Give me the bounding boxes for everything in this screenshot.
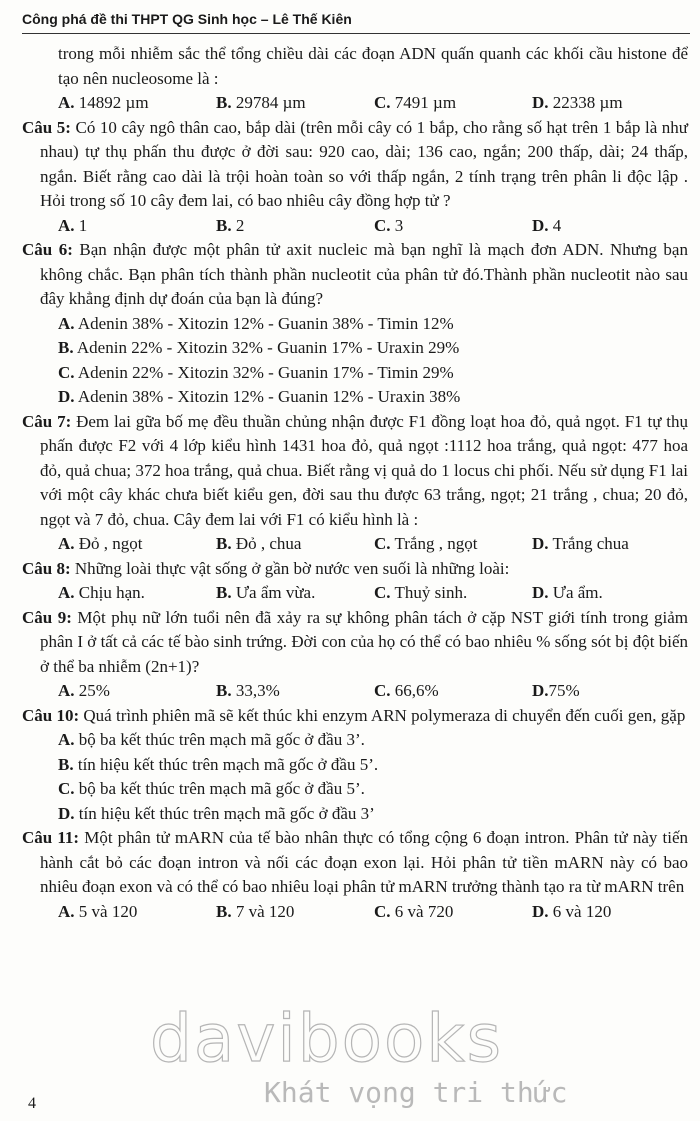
question-number: Câu 11: (22, 828, 80, 847)
option-a: A. Đỏ , ngọt (58, 534, 143, 553)
option-a: A. Chịu hạn. (58, 583, 145, 602)
question-7-options (58, 532, 688, 557)
question-text: Quá trình phiên mã sẽ kết thúc khi enzym ARN polymeraza di chuyển đến cuối gen, gặp (83, 705, 686, 725)
option-d: D. Trắng chua (532, 534, 629, 553)
page-number: 4 (28, 1095, 36, 1112)
option-a: A. Adenin 38% - Xitozin 12% - Guanin 38% - Timin 12% (58, 313, 454, 333)
option-c: C. Adenin 22% - Xitozin 32% - Guanin 17% - Timin 29% (58, 362, 454, 382)
question-number: Câu 7: (22, 411, 72, 431)
option-c: C. Thuỷ sinh. (374, 583, 468, 602)
question-10 (22, 704, 688, 729)
question-11-options (58, 900, 688, 925)
option-b: B. 29784 µm (216, 93, 306, 112)
option-c: C. 66,6% (374, 681, 439, 700)
option-b: B. Ưa ẩm vừa. (216, 583, 316, 602)
option-b: B. Đỏ , chua (216, 534, 302, 553)
option-b: B. tín hiệu kết thúc trên mạch mã gốc ở đầu 5’. (58, 754, 379, 774)
question-text: Bạn nhận được một phân tử axit nucleic mà bạn nghĩ là mạch đơn ADN. Nhưng bạn không chắc. Bạn phân tích thành phần nucleotit của phân tử đó.Thành phần nucleotit nào sau đây khẳng định dự đoán của bạn là đúng? (40, 240, 688, 308)
question-text: Những loài thực vật sống ở gần bờ nước ven suối là những loài: (74, 558, 510, 578)
option-d: D. Adenin 38% - Xitozin 12% - Guanin 12% - Uraxin 38% (58, 387, 461, 406)
question-number: Câu 5: (22, 117, 71, 137)
option-a: A. bộ ba kết thúc trên mạch mã gốc ở đầu 3’. (58, 730, 365, 749)
header-rule (22, 33, 690, 34)
option-c: C. bộ ba kết thúc trên mạch mã gốc ở đầu 5’. (58, 779, 365, 798)
option-b: B. 7 và 120 (216, 901, 295, 921)
option-d: D.75% (532, 681, 580, 700)
question-9 (22, 606, 688, 680)
question-4-tail-text: trong mỗi nhiễm sắc thể tổng chiều dài các đoạn ADN quấn quanh các khối cầu histone để tạo nên nucleosome là : (58, 44, 688, 88)
option-a: A. 5 và 120 (58, 901, 138, 921)
question-number: Câu 8: (22, 558, 71, 578)
question-4-options (58, 91, 688, 116)
option-d: D. 6 và 120 (532, 901, 612, 921)
option-c: C. Trắng , ngọt (374, 534, 478, 553)
question-8-options (58, 581, 688, 606)
option-a: A. 25% (58, 681, 110, 700)
question-number: Câu 6: (22, 240, 73, 259)
question-8 (22, 557, 688, 582)
question-text: Đem lai gữa bố mẹ đều thuần chủng nhận được F1 đồng loạt hoa đỏ, quả ngọt. F1 tự thụ phấn được F2 với 4 lớp kiểu hình 1431 hoa đỏ, quả ngọt :1112 hoa trắng, quả ngọt: 477 hoa đỏ, quả chua; 372 hoa trắng, quả chua. Biết rằng vị quả do 1 locus chi phối. Nếu sử dụng F1 lai với một cây khác chưa biết kiểu gen, đời sau thu được 63 trắng, ngọt; 21 trắng , chua; 20 đỏ, ngọt và 7 đỏ, chua. Cây đem lai với F1 có kiểu hình là : (40, 411, 689, 529)
question-number: Câu 9: (22, 607, 72, 627)
option-d: D. Ưa ẩm. (532, 583, 603, 602)
question-text: Một phân tử mARN của tế bào nhân thực có tổng cộng 6 đoạn intron. Phân tử này tiến hành cắt bỏ các đoạn intron và nối các đoạn exon lại. Hỏi phân tử tiền mARN này có bao nhiêu đoạn exon và có thể có bao nhiêu loại phân tử mARN trưởng thành tạo ra từ mARN trên (40, 828, 688, 896)
question-5-options (58, 214, 688, 239)
option-d: D. 22338 µm (532, 93, 623, 112)
question-11 (22, 826, 688, 900)
running-header: Công phá đề thi THPT QG Sinh học – Lê Thế Kiên (22, 11, 352, 27)
option-c: C. 6 và 720 (374, 901, 454, 921)
option-d: D. tín hiệu kết thúc trên mạch mã gốc ở đầu 3’ (58, 803, 375, 823)
option-d: D. 4 (532, 215, 562, 235)
option-b: B. 33,3% (216, 681, 280, 700)
question-text: Một phụ nữ lớn tuổi nên đã xảy ra sự không phân tách ở cặp NST giới tính trong giảm phân I ở tất cả các tế bào sinh trứng. Đời con của họ có thể có bao nhiêu % sống sót bị đột biến ở thể ba nhiễm (2n+1)? (40, 607, 688, 676)
option-c: C. 7491 µm (374, 93, 457, 112)
option-a: A. 14892 µm (58, 93, 149, 112)
question-text: Có 10 cây ngô thân cao, bắp dài (trên mỗi cây có 1 bắp, cho rằng số hạt trên 1 bắp là như nhau) tự thụ phấn thu được ở đời sau: 920 cao, dài; 136 cao, ngắn; 200 thấp, dài; 24 thấp, ngắn. Biết rằng cao dài là trội hoàn toàn so với thấp ngắn, 2 tính trạng trên phân li độc lập . Hỏi trong số 10 cây đem lai, có bao nhiêu cây đồng hợp tử ? (40, 117, 689, 210)
option-a: A. 1 (58, 215, 88, 235)
option-b: B. 2 (216, 215, 245, 235)
question-6 (22, 238, 688, 312)
option-b: B. Adenin 22% - Xitozin 32% - Guanin 17% - Uraxin 29% (58, 338, 460, 357)
question-number: Câu 10: (22, 705, 80, 725)
option-c: C. 3 (374, 215, 404, 235)
watermark-slogan: Khát vọng tri thức (264, 1076, 568, 1109)
page-content (22, 42, 689, 924)
question-7 (22, 410, 689, 533)
question-5 (22, 116, 689, 214)
question-9-options (58, 679, 688, 704)
watermark-brand: davibooks (150, 1000, 503, 1077)
